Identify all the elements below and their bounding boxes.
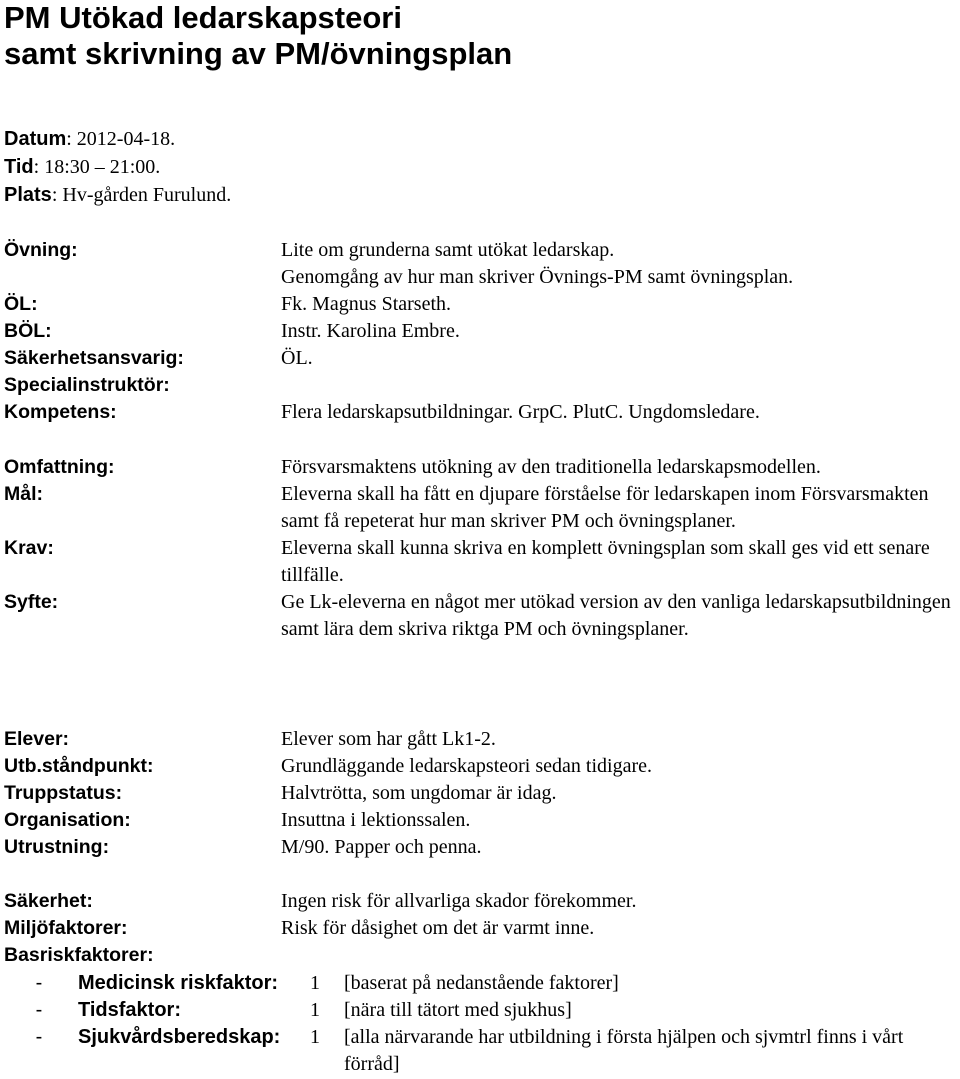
field-value: Ingen risk för allvarliga skador förekommer. <box>281 890 637 912</box>
field-value <box>281 942 954 969</box>
field-row <box>4 589 954 643</box>
bullet-dash: - <box>35 1026 43 1048</box>
risk-level: 1 <box>310 972 320 994</box>
risk-label: Medicinsk riskfaktor: <box>78 972 279 994</box>
list-item <box>0 997 960 1024</box>
page-title <box>4 0 512 72</box>
title-line-1: PM Utökad ledarskapsteori <box>4 0 402 35</box>
field-value: Elever som har gått Lk1-2. <box>281 728 496 750</box>
risk-label: Sjukvårdsberedskap: <box>78 1026 281 1048</box>
field-value: Försvarsmaktens utökning av den traditionella ledarskapsmodellen. <box>281 456 821 478</box>
date-line <box>4 127 175 151</box>
field-label: Miljöfaktorer: <box>4 917 128 939</box>
risk-level: 1 <box>310 999 320 1021</box>
field-label: Kompetens: <box>4 401 117 423</box>
field-row <box>4 888 954 915</box>
field-row <box>4 535 954 589</box>
field-value: Instr. Karolina Embre. <box>281 320 460 342</box>
bullet-dash: - <box>35 972 43 994</box>
students-section <box>4 726 954 861</box>
time-label: Tid <box>4 156 34 178</box>
field-row <box>4 915 954 942</box>
field-row <box>4 345 954 372</box>
field-label: Utrustning: <box>4 836 110 858</box>
field-row <box>4 834 954 861</box>
risk-level: 1 <box>310 1026 320 1048</box>
date-value: : 2012-04-18. <box>66 128 176 150</box>
field-row <box>4 807 954 834</box>
field-row <box>4 237 954 264</box>
field-value: Lite om grunderna samt utökat ledarskap. <box>281 239 615 261</box>
date-label: Datum <box>4 128 67 150</box>
field-value: Risk för dåsighet om det är varmt inne. <box>281 917 595 939</box>
field-row <box>4 481 954 535</box>
field-value <box>281 372 954 399</box>
risk-factor-list <box>0 970 960 1078</box>
field-value: Grundläggande ledarskapsteori sedan tidigare. <box>281 755 652 777</box>
list-item <box>0 1024 960 1078</box>
field-row <box>4 753 954 780</box>
field-row <box>4 399 954 426</box>
field-value: Eleverna skall ha fått en djupare förståelse för ledarskapen inom Försvarsmakten samt få repeterat hur man skriver PM och övningsplaner. <box>281 483 929 532</box>
field-value: M/90. Papper och penna. <box>281 836 482 858</box>
field-row <box>4 726 954 753</box>
field-row <box>4 318 954 345</box>
field-label: Utb.ståndpunkt: <box>4 755 154 777</box>
field-label: Krav: <box>4 537 54 559</box>
field-label: Organisation: <box>4 809 131 831</box>
field-label: Basriskfaktorer: <box>4 944 154 966</box>
field-label: Säkerhet: <box>4 890 93 912</box>
risk-description: [alla närvarande har utbildning i första hjälpen och sjvmtrl finns i vårt förråd] <box>344 1026 904 1075</box>
field-label: Omfattning: <box>4 456 115 478</box>
field-row <box>4 942 954 969</box>
risk-label: Tidsfaktor: <box>78 999 181 1021</box>
field-value: Eleverna skall kunna skriva en komplett övningsplan som skall ges vid ett senare tillfälle. <box>281 537 930 586</box>
field-label: Elever: <box>4 728 70 750</box>
field-label: Övning: <box>4 239 78 261</box>
title-line-2: samt skrivning av PM/övningsplan <box>4 36 513 71</box>
field-label: Mål: <box>4 483 43 505</box>
field-row <box>4 780 954 807</box>
place-line <box>4 183 231 207</box>
field-row <box>4 291 954 318</box>
field-value: Insuttna i lektionssalen. <box>281 809 471 831</box>
exercise-staff-section <box>4 237 954 426</box>
field-label: Truppstatus: <box>4 782 123 804</box>
field-row <box>4 264 954 291</box>
field-value: Fk. Magnus Starseth. <box>281 293 451 315</box>
field-row <box>4 372 954 399</box>
place-value: : Hv-gården Furulund. <box>51 184 232 206</box>
time-value: : 18:30 – 21:00. <box>33 156 161 178</box>
field-row <box>4 454 954 481</box>
field-label: ÖL: <box>4 293 38 315</box>
scope-goals-section <box>4 454 954 643</box>
field-label: Specialinstruktör: <box>4 374 170 396</box>
field-value: Flera ledarskapsutbildningar. GrpC. PlutC. Ungdomsledare. <box>281 401 760 423</box>
field-value: ÖL. <box>281 347 313 369</box>
field-value: Ge Lk-eleverna en något mer utökad version av den vanliga ledarskapsutbildningen samt lära dem skriva riktga PM och övningsplaner. <box>281 591 951 640</box>
field-value: Halvtrötta, som ungdomar är idag. <box>281 782 557 804</box>
list-item <box>0 970 960 997</box>
risk-description: [baserat på nedanstående faktorer] <box>344 972 619 994</box>
place-label: Plats <box>4 184 52 206</box>
time-line <box>4 155 160 179</box>
risk-description: [nära till tätort med sjukhus] <box>344 999 572 1021</box>
field-label: BÖL: <box>4 320 52 342</box>
bullet-dash: - <box>35 999 43 1021</box>
field-label: Syfte: <box>4 591 59 613</box>
field-label: Säkerhetsansvarig: <box>4 347 184 369</box>
field-value: Genomgång av hur man skriver Övnings-PM samt övningsplan. <box>281 266 794 288</box>
field-label <box>4 264 281 291</box>
safety-section <box>4 888 954 969</box>
